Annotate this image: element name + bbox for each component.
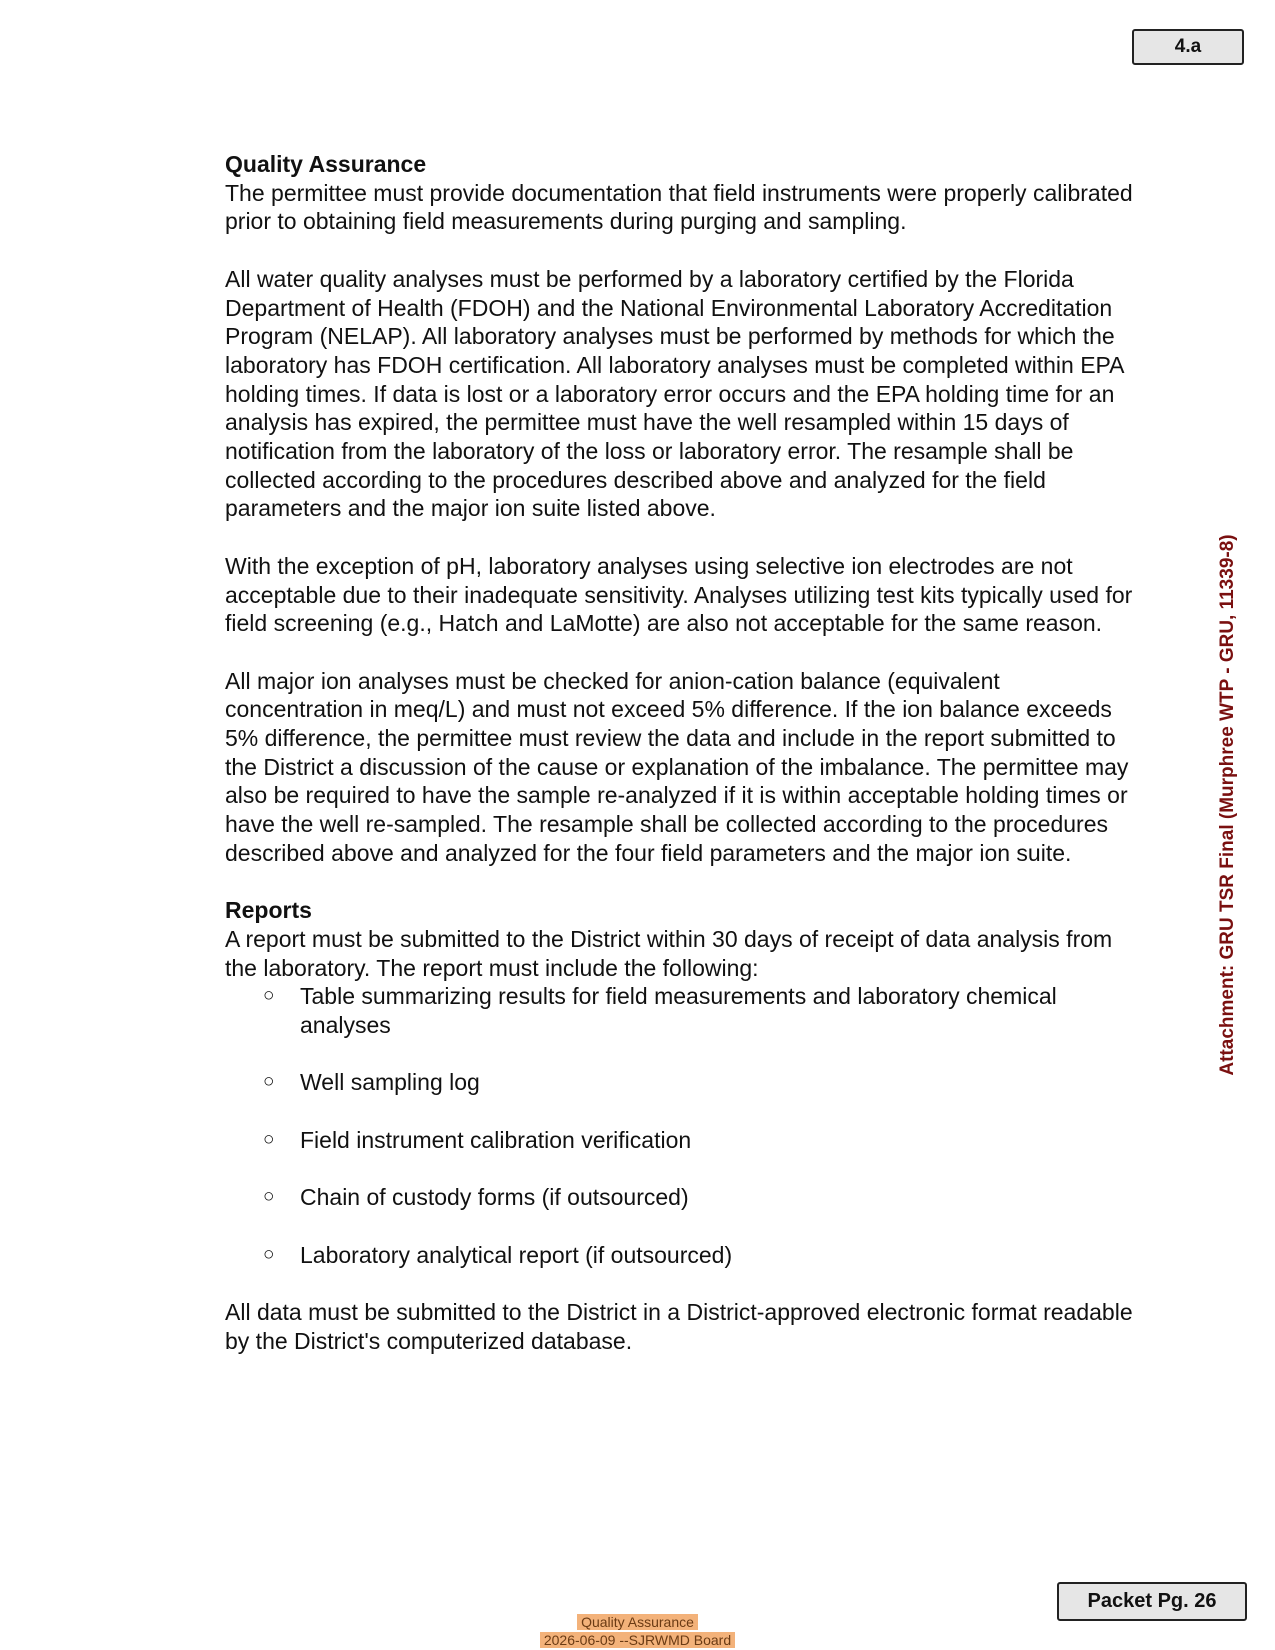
packet-page-label: Packet Pg. 26 [1057, 1582, 1247, 1621]
bullet-icon: ○ [263, 985, 275, 1007]
bullet-icon: ○ [263, 1128, 275, 1150]
reports-paragraph-2: All data must be submitted to the District in a District-approved electronic format readable by the District's computerized database. [225, 1298, 1133, 1354]
list-item-text: Table summarizing results for field measurements and laboratory chemical analyses [300, 983, 1057, 1039]
list-item-text: Field instrument calibration verification [300, 1126, 692, 1153]
footer-meeting-date: 2026-06-09 --SJRWMD Board [540, 1632, 735, 1648]
footer-section-title: Quality Assurance [577, 1614, 698, 1630]
list-item [225, 1068, 1140, 1097]
qa-paragraph-2: All water quality analyses must be performed by a laboratory certified by the Florida Department of Health (FDOH) and the National Environmental Laboratory Accreditation Program (NELAP). All laboratory analyses must be performed by methods for which the laboratory has FDOH certification. All laboratory analyses must be completed within EPA holding times. If data is lost or a laboratory error occurs and the EPA holding time for an analysis has expired, the permittee must have the well resampled within 15 days of notification from the laboratory of the loss or laboratory error. The resample shall be collected according to the procedures described above and analyzed for the field parameters and the major ion suite listed above. [225, 265, 1124, 522]
footer-line-1 [0, 1614, 1275, 1630]
bullet-icon: ○ [263, 1071, 275, 1093]
list-item [225, 1241, 1140, 1270]
reports-heading: Reports [225, 897, 312, 924]
list-item [225, 1126, 1140, 1155]
attachment-label: Attachment: GRU TSR Final (Murphree WTP - GRU, 11339-8) [1217, 534, 1238, 1076]
qa-paragraph-3: With the exception of pH, laboratory analyses using selective ion electrodes are not acceptable due to their inadequate sensitivity. Analyses utilizing test kits typically used for field screening (e.g., Hatch and LaMotte) are also not acceptable for the same reason. [225, 552, 1133, 637]
report-requirements-list [225, 982, 1140, 1269]
list-item [225, 1183, 1140, 1212]
bullet-icon: ○ [263, 1243, 275, 1265]
agenda-item-tag: 4.a [1132, 29, 1244, 65]
list-item-text: Well sampling log [300, 1069, 480, 1096]
quality-assurance-heading: Quality Assurance [225, 151, 427, 177]
list-item [225, 982, 1140, 1039]
qa-paragraph-1: The permittee must provide documentation that field instruments were properly calibrated prior to obtaining field measurements during purging and sampling. [225, 179, 1133, 235]
footer-line-2 [0, 1632, 1275, 1648]
document-body [225, 150, 1140, 1355]
reports-paragraph-1: A report must be submitted to the District within 30 days of receipt of data analysis from the laboratory. The report must include the following: [225, 925, 1113, 981]
bullet-icon: ○ [263, 1186, 275, 1208]
list-item-text: Chain of custody forms (if outsourced) [300, 1184, 689, 1211]
qa-paragraph-4: All major ion analyses must be checked for anion-cation balance (equivalent concentration in meq/L) and must not exceed 5% difference. If the ion balance exceeds 5% difference, the permittee must review the data and include in the report submitted to the District a discussion of the cause or explanation of the imbalance. The permittee may also be required to have the sample re-analyzed if it is within acceptable holding times or have the well re-sampled. The resample shall be collected according to the procedures described above and analyzed for the four field parameters and the major ion suite. [225, 667, 1129, 866]
list-item-text: Laboratory analytical report (if outsourced) [300, 1241, 733, 1268]
